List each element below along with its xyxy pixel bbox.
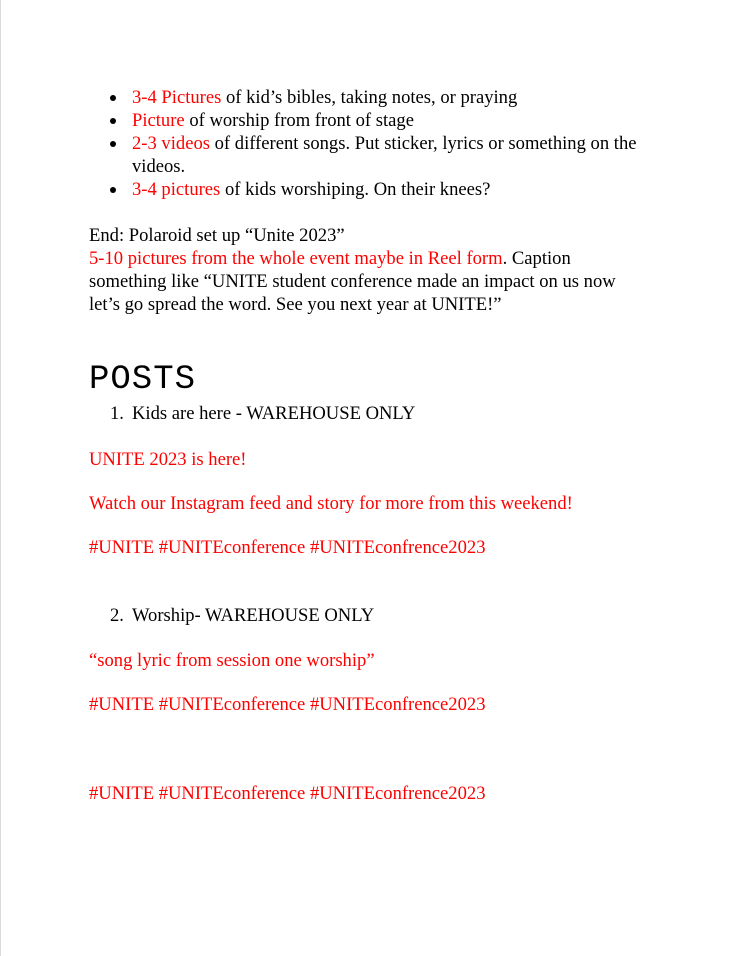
post1-title: Kids are here - WAREHOUSE ONLY [132,403,416,424]
post1-line1: UNITE 2023 is here! [89,449,247,470]
list-item: Picture of worship from front of stage [89,109,649,132]
post1-number: 1. [110,403,124,424]
post2-hashtags: #UNITE #UNITEconference #UNITEconfrence2023 [89,694,486,715]
post2-title: Worship- WAREHOUSE ONLY [132,605,375,626]
post1-hashtags: #UNITE #UNITEconference #UNITEconfrence2023 [89,537,486,558]
extra-hashtags: #UNITE #UNITEconference #UNITEconfrence2023 [89,783,486,804]
post2-line1: “song lyric from session one worship” [89,650,375,671]
posts-heading: POSTS [89,361,197,399]
end-line: End: Polaroid set up “Unite 2023” [89,225,345,246]
end-caption-paragraph [89,247,649,316]
post1-line2: Watch our Instagram feed and story for more from this weekend! [89,493,573,514]
list-item: 2-3 videos of different songs. Put sticker, lyrics or something on the videos. [89,132,649,178]
shot-list [89,86,649,201]
list-item: 3-4 Pictures of kid’s bibles, taking notes, or praying [89,86,649,109]
post2-number: 2. [110,605,124,626]
list-item: 3-4 pictures of kids worshiping. On their knees? [89,178,649,201]
end-red-text: 5-10 pictures from the whole event maybe in Reel form [89,248,503,269]
end-caption-text: . Caption something like “UNITE student conference made an impact on us now let’s go spread the word. See you next year at UNITE!” [89,248,616,315]
